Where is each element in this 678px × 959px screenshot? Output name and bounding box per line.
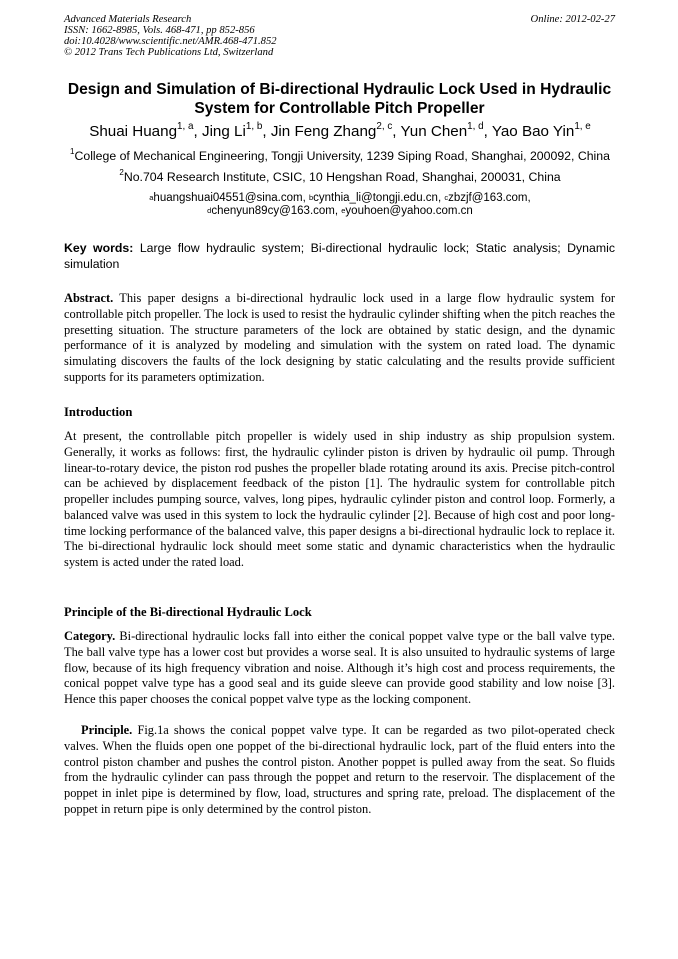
journal-name: Advanced Materials Research (64, 14, 192, 25)
category-paragraph (64, 629, 615, 708)
emails: $^a$huangshuai04551@sina.com, $^b$cynthia_li@tongji.edu.cn, $^c$zbzjf@163.com, $^d$chenyun89cy@163.com, $^e$youhoen@yahoo.com.cn (149, 192, 531, 217)
email: huangshuai04551@sina.com (153, 192, 303, 204)
issn: ISSN: 1662-8985, Vols. 468-471, pp 852-856 (64, 25, 255, 36)
email-sup: e (341, 205, 346, 215)
author: Jing Li (201, 123, 246, 140)
journal-header (64, 14, 615, 58)
principle-text: Fig.1a shows the conical poppet valve type. It can be regarded as two pilot-operated check valves. When the fluids open one poppet of the bi-directional hydraulic lock, part of the fluid enters into the control piston chamber and pushes the control piston. Another poppet is pulled away from the seat. So fluids from the hydraulic cylinder can pass through the poppet and return to the reservoir. The displacement of the poppet in inlet pipe is determined by flow, load, structures and spring rate, preload. The displacement of the poppet in return pipe is only determined by the control piston. (64, 723, 615, 816)
category-label: Category. (64, 629, 116, 643)
author: Shuai Huang (89, 123, 178, 140)
affiliation-2 (40, 170, 640, 184)
affiliation-1 (40, 149, 640, 163)
email: cynthia_li@tongji.edu.cn (313, 192, 438, 204)
keywords-text: Large flow hydraulic system; Bi-directional hydraulic lock; Static analysis; Dynamic simulation (64, 241, 615, 271)
abstract-text: This paper designs a bi-directional hydraulic lock used in a large flow hydraulic system for controllable pitch propeller. The lock is used to resist the hydraulic cylinder shifting when the pitch reaches the presetting situation. The structure parameters of the lock are obtained by static design, and the dynamic performance of it is analyzed by modeling and simulation with the system on rated load. The dynamic simulating discovers the faults of the lock designing by static calculating and the results provide sufficient supports for its parameters optimization. (64, 291, 616, 384)
email-sup: c (444, 192, 449, 202)
email-sup: b (308, 192, 314, 202)
email: zbzjf@163.com (448, 192, 528, 204)
author-sup: 1, a (177, 121, 194, 133)
author: Yun Chen (400, 123, 468, 140)
author: Yao Bao Yin (491, 123, 575, 140)
author-sup: 1, e (574, 121, 591, 133)
author-sup: 1, b (245, 121, 263, 133)
email-sup: a (149, 192, 154, 202)
principle-heading: Principle of the Bi-directional Hydraulic Lock (64, 605, 312, 619)
author-sup: 2, c (376, 121, 393, 133)
aff-sup: 1 (70, 147, 75, 157)
doi: doi:10.4028/www.scientific.net/AMR.468-471.852 (64, 36, 277, 47)
online-date: Online: 2012-02-27 (530, 14, 615, 25)
aff-text: College of Mechanical Engineering, Tongji University, 1239 Siping Road, Shanghai, 200092, China (74, 149, 610, 163)
author-sup: 1, d (467, 121, 484, 133)
abstract (64, 291, 615, 386)
abstract-label: Abstract. (64, 291, 114, 305)
keywords-label: Key words: (64, 241, 134, 255)
principle-paragraph (64, 723, 615, 818)
author: Jin Feng Zhang (270, 123, 377, 140)
aff-text: No.704 Research Institute, CSIC, 10 Hengshan Road, Shanghai, 200031, China (123, 170, 561, 184)
authors: Shuai Huang$^{1, a}$, Jing Li$^{1, b}$, Jin Feng Zhang$^{2, c}$, Yun Chen$^{1, d}$, Yao Bao Yin$^{1, e}$ (89, 121, 591, 140)
copyright: © 2012 Trans Tech Publications Ltd, Switzerland (64, 47, 274, 58)
aff-sup: 2 (119, 168, 124, 178)
email: chenyun89cy@163.com (211, 205, 335, 217)
keywords (64, 240, 615, 272)
category-text: Bi-directional hydraulic locks fall into either the conical poppet valve type or the ball valve type. The ball valve type has a lower cost but provides a worse seal. It is also unsuited to hydraulic systems of large flow, because of its high frequency vibration and noise. Although it’s high cost and process requirements, the conical poppet valve type has a good seal and its guide sleeve can provide good stability and low noise [3]. Hence this paper chooses the conical poppet valve type as the locking component. (64, 629, 615, 706)
intro-paragraph: At present, the controllable pitch propeller is widely used in ship industry as ship propulsion system. Generally, it works as follows: first, the hydraulic cylinder piston is driven by hydraulic oil pump. Through linear-to-rotary device, the piston rod pushes the propeller blade rotating around its axis. Precise pitch-control can be achieved by displacement feedback of the piston [1]. The hydraulic system for controllable pitch propeller includes pumping source, valves, long pipes, hydraulic cylinder piston and control loop. Formerly, a balanced valve was used in this system to lock the hydraulic cylinder [2]. Because of high cost and poor long-time locking performance of the balanced valve, this paper designs a bi-directional hydraulic lock to replace it. The bi-directional hydraulic lock should meet some static and dynamic characteristics when the hydraulic system is acted under the rated load. (64, 429, 615, 569)
paper-title: Design and Simulation of Bi-directional Hydraulic Lock Used in Hydraulic System for Controllable Pitch Propeller (67, 81, 612, 117)
principle-label: Principle. (81, 723, 133, 737)
intro-heading: Introduction (64, 405, 133, 419)
email: youhoen@yahoo.com.cn (345, 205, 473, 217)
email-sup: d (207, 205, 212, 215)
